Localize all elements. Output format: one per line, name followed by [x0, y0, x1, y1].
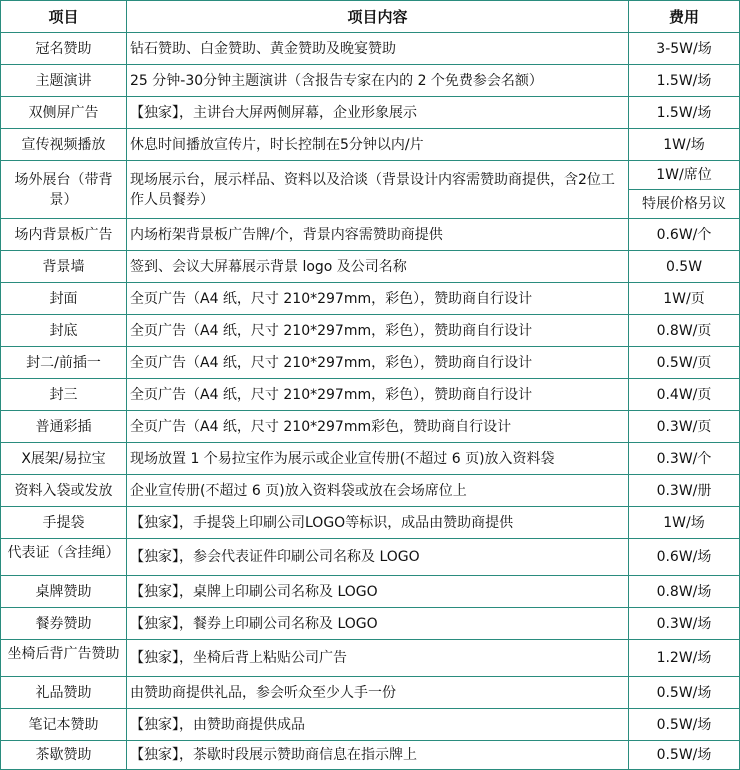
item-content: 签到、会议大屏幕展示背景 logo 及公司名称	[127, 251, 629, 283]
header-row	[1, 1, 740, 33]
item-name: 双侧屏广告	[1, 97, 127, 129]
item-content: 全页广告（A4 纸，尺寸 210*297mm，彩色），赞助商自行设计	[127, 283, 629, 315]
table-row	[1, 347, 740, 379]
item-name: 场内背景板广告	[1, 219, 127, 251]
item-name: 餐券赞助	[1, 608, 127, 640]
item-fee: 0.6W/个	[629, 219, 740, 251]
item-fee: 0.3W/册	[629, 475, 740, 507]
item-fee: 1.5W/场	[629, 97, 740, 129]
item-content: 现场放置 1 个易拉宝作为展示或企业宣传册(不超过 6 页)放入资料袋	[127, 443, 629, 475]
item-fee: 0.4W/页	[629, 379, 740, 411]
item-fee: 0.6W/场	[629, 539, 740, 576]
item-name: 代表证（含挂绳）	[1, 539, 127, 576]
table-row	[1, 576, 740, 608]
item-name: 场外展台（带背景）	[1, 161, 127, 219]
item-content: 【独家】，由赞助商提供成品	[127, 709, 629, 741]
item-name: 资料入袋或发放	[1, 475, 127, 507]
table-row	[1, 539, 740, 576]
item-fee: 1W/席位	[629, 161, 740, 190]
item-fee: 0.5W/场	[629, 741, 740, 770]
item-fee: 3-5W/场	[629, 33, 740, 65]
table-row	[1, 411, 740, 443]
item-name: 手提袋	[1, 507, 127, 539]
item-fee: 0.5W	[629, 251, 740, 283]
table-row	[1, 379, 740, 411]
item-fee: 0.3W/场	[629, 608, 740, 640]
item-content: 全页广告（A4 纸，尺寸 210*297mm，彩色），赞助商自行设计	[127, 347, 629, 379]
item-fee: 0.8W/页	[629, 315, 740, 347]
item-name: 坐椅后背广告赞助	[1, 640, 127, 677]
item-name: 封面	[1, 283, 127, 315]
item-name: 茶歇赞助	[1, 741, 127, 770]
table-row	[1, 283, 740, 315]
item-fee: 0.5W/场	[629, 709, 740, 741]
item-name: 礼品赞助	[1, 677, 127, 709]
item-content: 全页广告（A4 纸，尺寸 210*297mm彩色，赞助商自行设计	[127, 411, 629, 443]
table-row	[1, 219, 740, 251]
table-row	[1, 251, 740, 283]
item-content: 休息时间播放宣传片，时长控制在5分钟以内/片	[127, 129, 629, 161]
table-row	[1, 315, 740, 347]
item-name: 封底	[1, 315, 127, 347]
item-content: 【独家】，桌牌上印刷公司名称及 LOGO	[127, 576, 629, 608]
item-fee: 1W/场	[629, 507, 740, 539]
item-name: 封二/前插一	[1, 347, 127, 379]
table-row	[1, 443, 740, 475]
table-row	[1, 741, 740, 770]
header-content: 项目内容	[127, 1, 629, 33]
item-content: 由赞助商提供礼品，参会听众至少人手一份	[127, 677, 629, 709]
item-name: X展架/易拉宝	[1, 443, 127, 475]
table-row	[1, 608, 740, 640]
item-name: 桌牌赞助	[1, 576, 127, 608]
item-name: 普通彩插	[1, 411, 127, 443]
item-content: 企业宣传册(不超过 6 页)放入资料袋或放在会场席位上	[127, 475, 629, 507]
item-fee: 0.5W/页	[629, 347, 740, 379]
item-fee: 0.3W/个	[629, 443, 740, 475]
item-fee: 0.8W/场	[629, 576, 740, 608]
item-fee: 0.5W/场	[629, 677, 740, 709]
table-row-booth	[1, 161, 740, 190]
table-row	[1, 709, 740, 741]
item-name: 背景墙	[1, 251, 127, 283]
table-row	[1, 475, 740, 507]
item-fee: 1.5W/场	[629, 65, 740, 97]
header-item: 项目	[1, 1, 127, 33]
table-row	[1, 677, 740, 709]
item-content: 【独家】，餐券上印刷公司名称及 LOGO	[127, 608, 629, 640]
item-name: 冠名赞助	[1, 33, 127, 65]
item-fee: 1W/场	[629, 129, 740, 161]
item-name: 主题演讲	[1, 65, 127, 97]
item-content: 【独家】，手提袋上印刷公司LOGO等标识，成品由赞助商提供	[127, 507, 629, 539]
table-row	[1, 507, 740, 539]
item-name: 笔记本赞助	[1, 709, 127, 741]
table-row	[1, 97, 740, 129]
table-row	[1, 33, 740, 65]
item-name: 封三	[1, 379, 127, 411]
item-fee-note: 特展价格另议	[629, 190, 740, 219]
item-content: 25 分钟-30分钟主题演讲（含报告专家在内的 2 个免费参会名额）	[127, 65, 629, 97]
item-content: 全页广告（A4 纸，尺寸 210*297mm，彩色），赞助商自行设计	[127, 315, 629, 347]
item-content: 钻石赞助、白金赞助、黄金赞助及晚宴赞助	[127, 33, 629, 65]
item-content: 内场桁架背景板广告牌/个，背景内容需赞助商提供	[127, 219, 629, 251]
table-row	[1, 65, 740, 97]
item-content: 【独家】，茶歇时段展示赞助商信息在指示牌上	[127, 741, 629, 770]
header-fee: 费用	[629, 1, 740, 33]
item-fee: 1.2W/场	[629, 640, 740, 677]
item-content: 现场展示台，展示样品、资料以及洽谈（背景设计内容需赞助商提供，含2位工作人员餐券）	[127, 161, 629, 219]
table-row	[1, 640, 740, 677]
item-fee: 1W/页	[629, 283, 740, 315]
item-content: 【独家】，坐椅后背上粘贴公司广告	[127, 640, 629, 677]
item-fee: 0.3W/页	[629, 411, 740, 443]
item-content: 【独家】，参会代表证件印刷公司名称及 LOGO	[127, 539, 629, 576]
item-content: 【独家】，主讲台大屏两侧屏幕，企业形象展示	[127, 97, 629, 129]
item-name: 宣传视频播放	[1, 129, 127, 161]
table-row	[1, 129, 740, 161]
item-content: 全页广告（A4 纸，尺寸 210*297mm，彩色），赞助商自行设计	[127, 379, 629, 411]
